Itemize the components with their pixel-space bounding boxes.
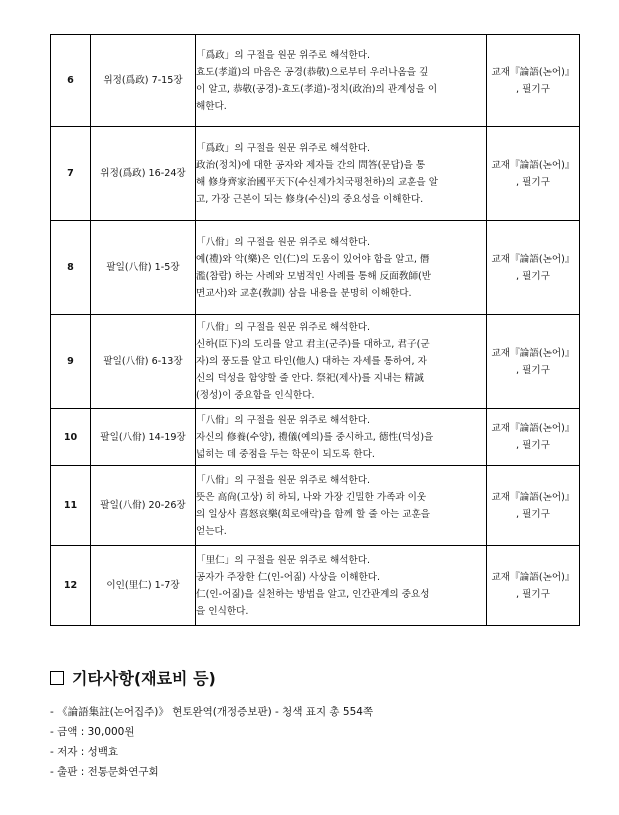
description-line: 효도(孝道)의 마음은 공경(恭敬)으로부터 우러나옴을 깊: [196, 66, 429, 78]
description-line: 자신의 修養(수양), 禮儀(예의)를 중시하고, 德性(덕성)을: [196, 431, 434, 443]
week-number-cell: 11: [51, 466, 91, 546]
description-line: 자)의 풍도를 알고 타인(他人) 대하는 자세를 통하여, 자: [196, 356, 427, 367]
schedule-table: [50, 34, 580, 626]
description-cell: [196, 409, 487, 466]
materials-cell: [487, 35, 580, 127]
materials-line: 교재『論語(논어)』: [491, 491, 575, 503]
materials-line: , 필기구: [516, 588, 550, 600]
materials-line: 교재『論語(논어)』: [491, 571, 575, 583]
description-line: 면교사)와 교훈(敎訓) 삼을 내용을 분명히 이해한다.: [196, 287, 412, 299]
description-line: 「八佾」의 구절을 원문 위주로 해석한다.: [196, 236, 371, 248]
description-line: 仁(인-어짊)을 실천하는 방법을 알고, 인간관계의 중요성: [196, 588, 430, 600]
description-cell: [196, 35, 487, 127]
table-row: [51, 127, 580, 221]
description-cell: [196, 315, 487, 409]
week-number-cell: 8: [51, 221, 91, 315]
materials-line: 교재『論語(논어)』: [491, 347, 575, 359]
table-row: [51, 466, 580, 546]
materials-cell: [487, 466, 580, 546]
week-number-cell: 6: [51, 35, 91, 127]
description-line: 「八佾」의 구절을 원문 위주로 해석한다.: [196, 414, 371, 426]
description-line: 넓히는 데 중점을 두는 학문이 되도록 한다.: [196, 448, 375, 460]
week-number-cell: 10: [51, 409, 91, 466]
chapter-cell: 팔일(八佾) 6-13장: [91, 315, 196, 409]
chapter-cell: 팔일(八佾) 1-5장: [91, 221, 196, 315]
materials-line: 교재『論語(논어)』: [491, 159, 575, 171]
table-row: [51, 546, 580, 626]
materials-cell: [487, 409, 580, 466]
table-row: [51, 35, 580, 127]
description-cell: [196, 127, 487, 221]
description-line: (정성)이 중요함을 인식한다.: [196, 390, 315, 401]
chapter-cell: 위정(爲政) 16-24장: [91, 127, 196, 221]
misc-item-textbook: - 《論語集註(논어집주)》 현토완역(개정증보판) - 청색 표지 총 554쪽: [50, 706, 374, 718]
materials-line: , 필기구: [516, 364, 550, 376]
section-title: [50, 668, 580, 690]
description-line: 濫(참람) 하는 사례와 모범적인 사례를 통해 反面敎師(반: [196, 270, 432, 282]
materials-line: , 필기구: [516, 508, 550, 520]
week-number-cell: 9: [51, 315, 91, 409]
description-line: 해 修身齊家治國平天下(수신제가치국평천하)의 교훈을 알: [196, 176, 438, 188]
description-line: 얻는다.: [196, 525, 227, 537]
materials-cell: [487, 127, 580, 221]
description-cell: [196, 221, 487, 315]
materials-cell: [487, 315, 580, 409]
misc-item-publisher: - 출판 : 전통문화연구회: [50, 766, 159, 778]
checkbox-square-icon: [50, 671, 64, 685]
materials-line: , 필기구: [516, 440, 550, 451]
week-number-cell: 7: [51, 127, 91, 221]
description-line: 의 일상사 喜怒哀樂(희로애락)을 함께 할 줄 아는 교훈을: [196, 508, 431, 520]
description-cell: [196, 546, 487, 626]
description-line: 「爲政」의 구절을 원문 위주로 해석한다.: [196, 49, 371, 61]
materials-line: 교재『論語(논어)』: [491, 66, 575, 78]
description-line: 을 인식한다.: [196, 605, 249, 617]
description-line: 신하(臣下)의 도리를 알고 君主(군주)를 대하고, 君子(군: [196, 339, 430, 350]
misc-item-author: - 저자 : 성백효: [50, 746, 119, 758]
description-line: 「八佾」의 구절을 원문 위주로 해석한다.: [196, 322, 371, 333]
description-line: 이 알고, 恭敬(공경)-효도(孝道)-정치(政治)의 관계성을 이: [196, 83, 438, 95]
chapter-cell: 이인(里仁) 1-7장: [91, 546, 196, 626]
description-line: 신의 덕성을 함양할 줄 안다. 祭祀(제사)를 지내는 精誠: [196, 373, 424, 384]
materials-cell: [487, 546, 580, 626]
materials-cell: [487, 221, 580, 315]
description-line: 「里仁」의 구절을 원문 위주로 해석한다.: [196, 554, 371, 566]
materials-line: , 필기구: [516, 270, 550, 282]
misc-item-price: - 금액 : 30,000원: [50, 726, 135, 738]
description-line: 해한다.: [196, 100, 227, 112]
description-cell: [196, 466, 487, 546]
section-title-text: 기타사항(재료비 등): [72, 669, 216, 688]
description-line: 공자가 주장한 仁(인-어짊) 사상을 이해한다.: [196, 571, 381, 583]
description-line: 예(禮)와 악(樂)은 인(仁)의 도움이 있어야 함을 알고, 僭: [196, 253, 430, 265]
week-number-cell: 12: [51, 546, 91, 626]
chapter-cell: 팔일(八佾) 20-26장: [91, 466, 196, 546]
table-row: [51, 221, 580, 315]
materials-line: , 필기구: [516, 83, 550, 95]
schedule-body: [51, 35, 580, 626]
misc-section: [50, 668, 580, 782]
chapter-cell: 위정(爲政) 7-15장: [91, 35, 196, 127]
description-line: 政治(정치)에 대한 공자와 제자들 간의 問答(문답)을 통: [196, 159, 426, 171]
table-row: [51, 315, 580, 409]
chapter-cell: 팔일(八佾) 14-19장: [91, 409, 196, 466]
materials-line: 교재『論語(논어)』: [491, 423, 575, 434]
table-row: [51, 409, 580, 466]
description-line: 고, 가장 근본이 되는 修身(수신)의 중요성을 이해한다.: [196, 193, 424, 205]
description-line: 뜻은 高尙(고상) 히 하되, 나와 가장 긴밀한 가족과 이웃: [196, 491, 427, 503]
materials-line: , 필기구: [516, 176, 550, 188]
description-line: 「八佾」의 구절을 원문 위주로 해석한다.: [196, 474, 371, 486]
description-line: 「爲政」의 구절을 원문 위주로 해석한다.: [196, 142, 371, 154]
materials-line: 교재『論語(논어)』: [491, 253, 575, 265]
